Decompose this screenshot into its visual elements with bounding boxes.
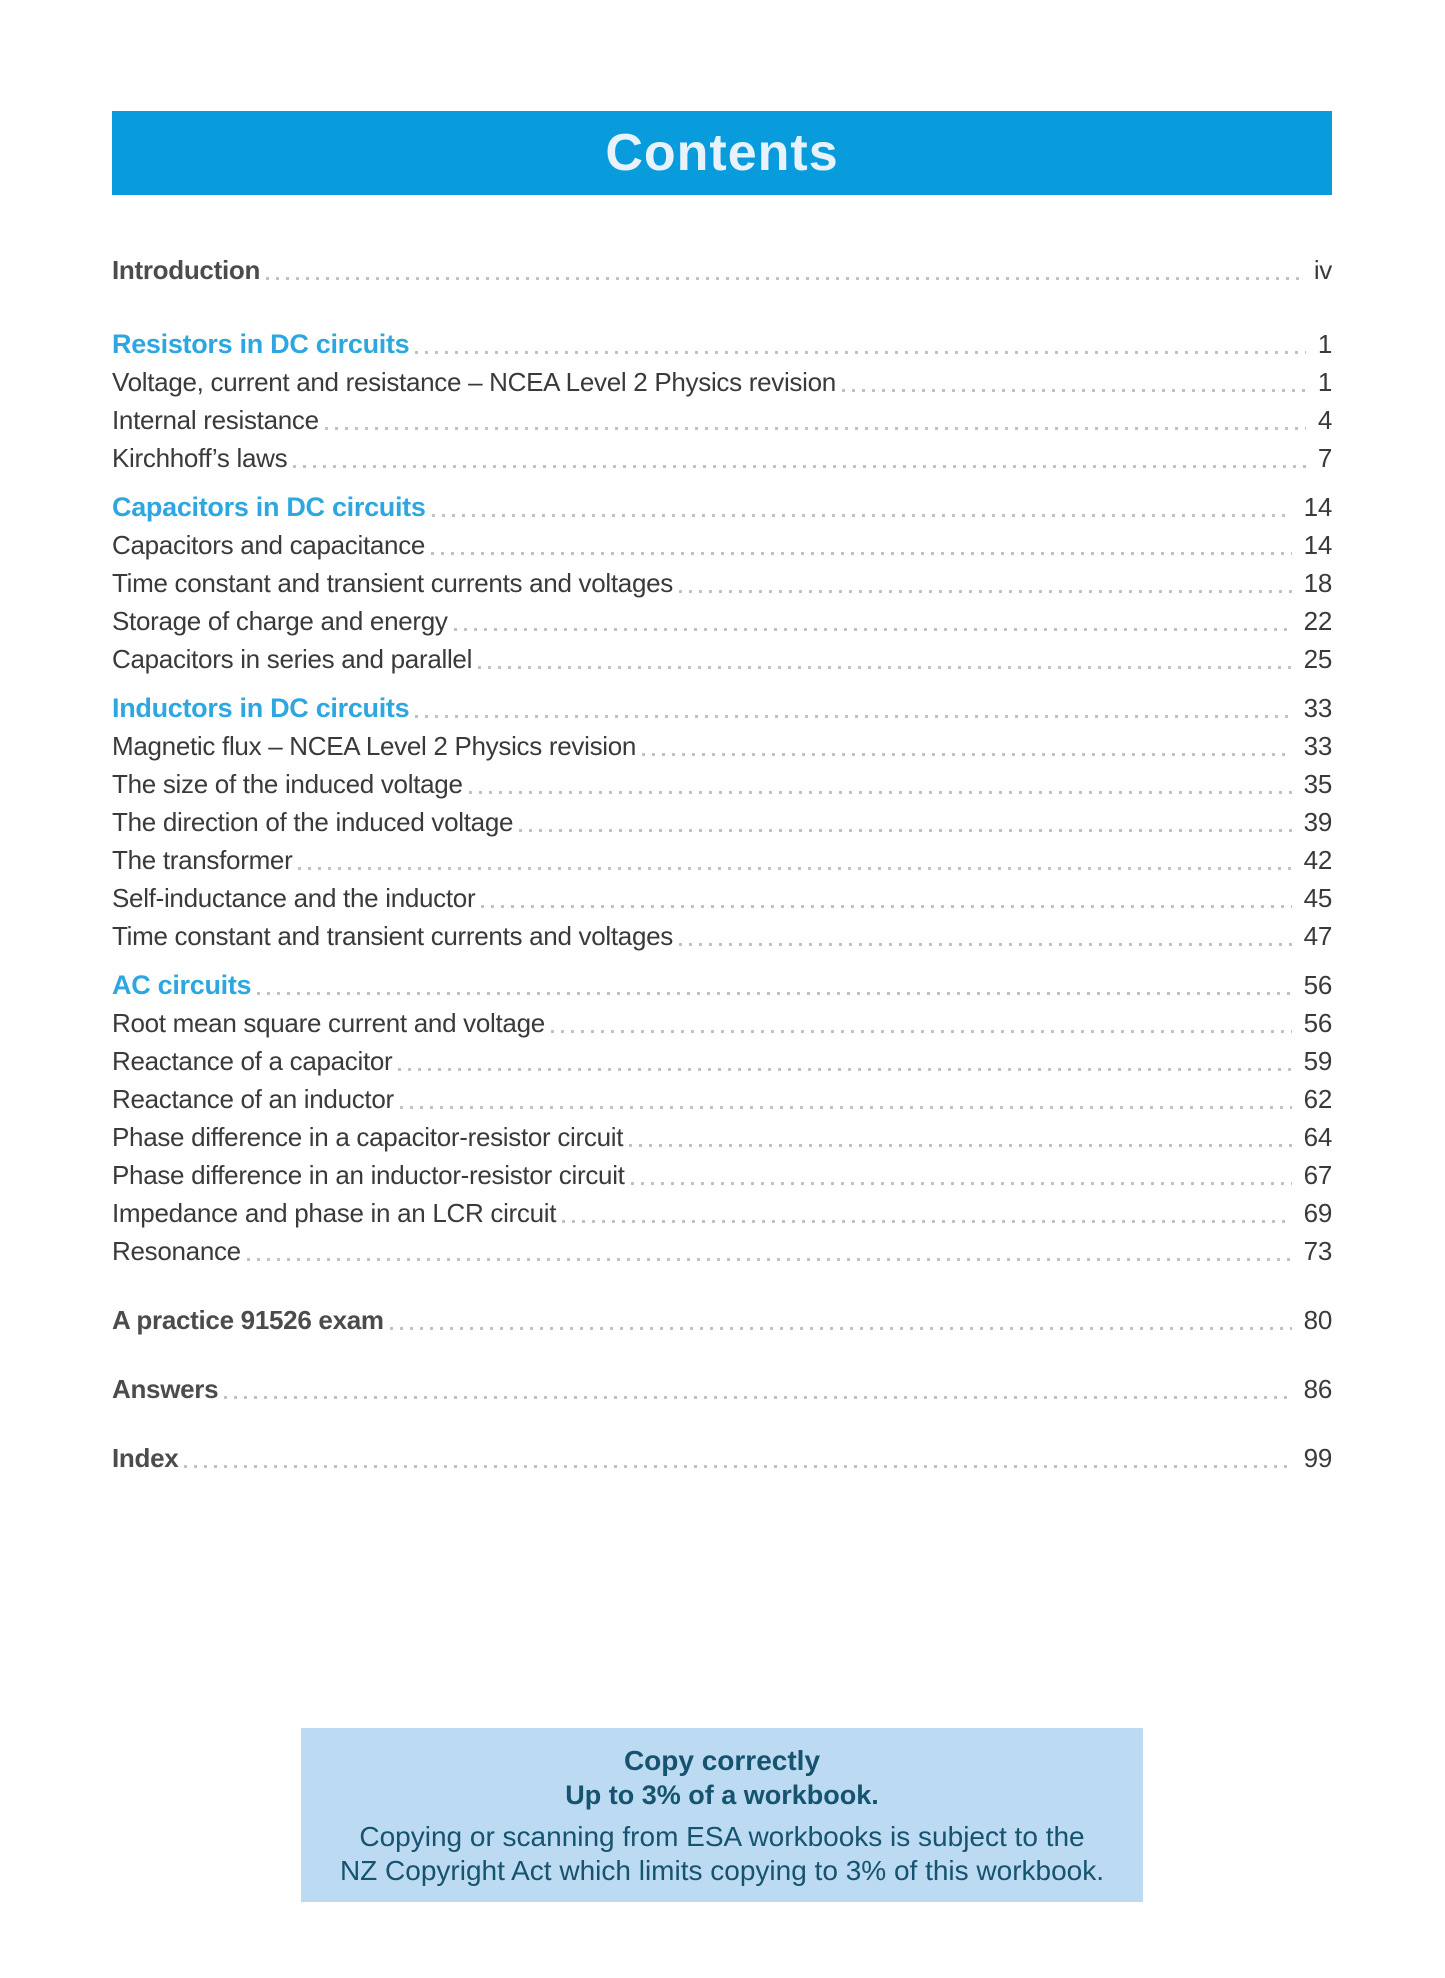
- toc-entry-label: Magnetic flux – NCEA Level 2 Physics revision: [112, 731, 637, 761]
- toc-entry: [112, 1190, 1332, 1228]
- toc-list: [112, 247, 1332, 1473]
- toc-entry-page-number: 1: [1317, 367, 1332, 397]
- toc-leader-dots: [415, 347, 1305, 359]
- toc-entry-page-number: 22: [1303, 606, 1332, 636]
- toc-entry-label: Time constant and transient currents and voltages: [112, 568, 673, 598]
- toc-entry-label: Phase difference in an inductor-resistor circuit: [112, 1160, 625, 1190]
- toc-entry-page-number: 59: [1303, 1046, 1332, 1076]
- copy-correctly-title: Copy correctly: [623, 1745, 821, 1776]
- toc-entry-label: Impedance and phase in an LCR circuit: [112, 1198, 557, 1228]
- toc-entry-page-number: 35: [1303, 769, 1332, 799]
- toc-section: [112, 960, 1332, 1266]
- toc-entry-page-number: 7: [1317, 443, 1332, 473]
- toc-leader-dots: [432, 510, 1292, 522]
- toc-entry-page-number: 56: [1303, 1008, 1332, 1038]
- toc-entry: [112, 1297, 1332, 1335]
- toc-entry-label: Storage of charge and energy: [112, 606, 448, 636]
- toc-entry: [112, 435, 1332, 473]
- toc-entry-label: Capacitors and capacitance: [112, 530, 426, 560]
- toc-entry-page-number: 99: [1303, 1443, 1332, 1473]
- toc-entry-label: Reactance of a capacitor: [112, 1046, 393, 1076]
- toc-entry-label: The transformer: [112, 845, 293, 875]
- toc-entry-page-number: 14: [1303, 530, 1332, 560]
- toc-entry: [112, 960, 1332, 1000]
- toc-leader-dots: [631, 1178, 1292, 1190]
- toc-entry-label: Phase difference in a capacitor-resistor circuit: [112, 1122, 624, 1152]
- toc-entry: [112, 683, 1332, 723]
- toc-leader-dots: [842, 385, 1306, 397]
- toc-entry: [112, 913, 1332, 951]
- toc-entry-label: Capacitors in DC circuits: [112, 492, 426, 522]
- toc-leader-dots: [478, 662, 1292, 674]
- toc-entry-label: The size of the induced voltage: [112, 769, 463, 799]
- copy-limit-subtitle: Up to 3% of a workbook.: [565, 1780, 879, 1810]
- toc-entry-page-number: iv: [1313, 255, 1332, 285]
- toc-leader-dots: [679, 586, 1292, 598]
- toc-entry: [112, 837, 1332, 875]
- toc-leader-dots: [519, 825, 1292, 837]
- toc-entry-page-number: 45: [1303, 883, 1332, 913]
- toc-entry: [112, 723, 1332, 761]
- toc-entry: [112, 482, 1332, 522]
- toc-entry-label: Voltage, current and resistance – NCEA Level 2 Physics revision: [112, 367, 836, 397]
- copy-notice-body: [311, 1820, 1133, 1888]
- toc-leader-dots: [679, 939, 1292, 951]
- toc-leader-dots: [293, 461, 1305, 473]
- toc-entry-label: Answers: [112, 1374, 219, 1404]
- toc-entry: [112, 359, 1332, 397]
- toc-entry: [112, 1228, 1332, 1266]
- toc-entry-label: Inductors in DC circuits: [112, 693, 410, 723]
- toc-leader-dots: [454, 624, 1292, 636]
- toc-entry-page-number: 42: [1303, 845, 1332, 875]
- toc-entry: [112, 1076, 1332, 1114]
- toc-entry: [112, 1000, 1332, 1038]
- toc-entry-label: Self-inductance and the inductor: [112, 883, 476, 913]
- toc-leader-dots: [415, 711, 1291, 723]
- toc-entry-page-number: 62: [1303, 1084, 1332, 1114]
- toc-entry-page-number: 33: [1303, 731, 1332, 761]
- toc-leader-dots: [629, 1140, 1292, 1152]
- toc-leader-dots: [642, 749, 1292, 761]
- copyright-notice-box: [301, 1728, 1143, 1902]
- toc-entry-label: Index: [112, 1443, 179, 1473]
- toc-entry: [112, 1366, 1332, 1404]
- toc-entry-label: Resistors in DC circuits: [112, 329, 410, 359]
- page-title: Contents: [605, 124, 839, 182]
- toc-entry-page-number: 86: [1303, 1374, 1332, 1404]
- toc-entry: [112, 247, 1332, 285]
- toc-entry-label: Time constant and transient currents and voltages: [112, 921, 673, 951]
- toc-leader-dots: [325, 423, 1306, 435]
- toc-entry-page-number: 4: [1317, 405, 1332, 435]
- toc-entry-page-number: 73: [1303, 1236, 1332, 1266]
- toc-leader-dots: [298, 863, 1291, 875]
- toc-leader-dots: [224, 1392, 1291, 1404]
- toc-entry-page-number: 64: [1303, 1122, 1332, 1152]
- toc-entry: [112, 598, 1332, 636]
- toc-entry: [112, 761, 1332, 799]
- toc-entry-page-number: 33: [1303, 693, 1332, 723]
- toc-section: [112, 482, 1332, 674]
- toc-entry-label: Root mean square current and voltage: [112, 1008, 545, 1038]
- toc-leader-dots: [469, 787, 1292, 799]
- toc-section: [112, 319, 1332, 473]
- toc-entry: [112, 397, 1332, 435]
- toc-entry-page-number: 80: [1303, 1305, 1332, 1335]
- toc-entry-label: Resonance: [112, 1236, 241, 1266]
- toc-leader-dots: [266, 273, 1302, 285]
- toc-entry-page-number: 56: [1303, 970, 1332, 1000]
- copy-notice-line-1: Copying or scanning from ESA workbooks is subject to the: [359, 1821, 1085, 1852]
- toc-entry-label: A practice 91526 exam: [112, 1305, 384, 1335]
- toc-leader-dots: [431, 548, 1292, 560]
- toc-leader-dots: [551, 1026, 1292, 1038]
- toc-section: [112, 683, 1332, 951]
- toc-leader-dots: [257, 988, 1291, 1000]
- toc-entry-page-number: 14: [1303, 492, 1332, 522]
- toc-entry-label: Reactance of an inductor: [112, 1084, 394, 1114]
- toc-entry-page-number: 1: [1317, 329, 1332, 359]
- toc-leader-dots: [481, 901, 1291, 913]
- toc-leader-dots: [562, 1216, 1292, 1228]
- toc-entry-page-number: 18: [1303, 568, 1332, 598]
- toc-entry: [112, 1038, 1332, 1076]
- toc-entry: [112, 799, 1332, 837]
- toc-entry: [112, 1435, 1332, 1473]
- toc-leader-dots: [400, 1102, 1292, 1114]
- toc-leader-dots: [247, 1254, 1292, 1266]
- toc-entry: [112, 319, 1332, 359]
- toc-entry-label: AC circuits: [112, 970, 252, 1000]
- toc-entry-label: Introduction: [112, 255, 261, 285]
- page-content: [112, 111, 1332, 1902]
- contents-banner: [112, 111, 1332, 195]
- toc-leader-dots: [390, 1323, 1292, 1335]
- toc-entry: [112, 1114, 1332, 1152]
- toc-entry: [112, 636, 1332, 674]
- toc-entry-label: Kirchhoff’s laws: [112, 443, 288, 473]
- toc-entry: [112, 875, 1332, 913]
- toc-leader-dots: [184, 1461, 1291, 1473]
- toc-entry: [112, 560, 1332, 598]
- toc-entry-label: Capacitors in series and parallel: [112, 644, 473, 674]
- toc-entry-page-number: 67: [1303, 1160, 1332, 1190]
- toc-entry-page-number: 69: [1303, 1198, 1332, 1228]
- toc-leader-dots: [398, 1064, 1291, 1076]
- copy-notice-line-2: NZ Copyright Act which limits copying to 3% of this workbook.: [339, 1855, 1105, 1886]
- toc-entry: [112, 522, 1332, 560]
- toc-entry: [112, 1152, 1332, 1190]
- toc-entry-label: The direction of the induced voltage: [112, 807, 514, 837]
- toc-entry-page-number: 39: [1303, 807, 1332, 837]
- toc-entry-page-number: 47: [1303, 921, 1332, 951]
- toc-entry-page-number: 25: [1303, 644, 1332, 674]
- toc-entry-label: Internal resistance: [112, 405, 319, 435]
